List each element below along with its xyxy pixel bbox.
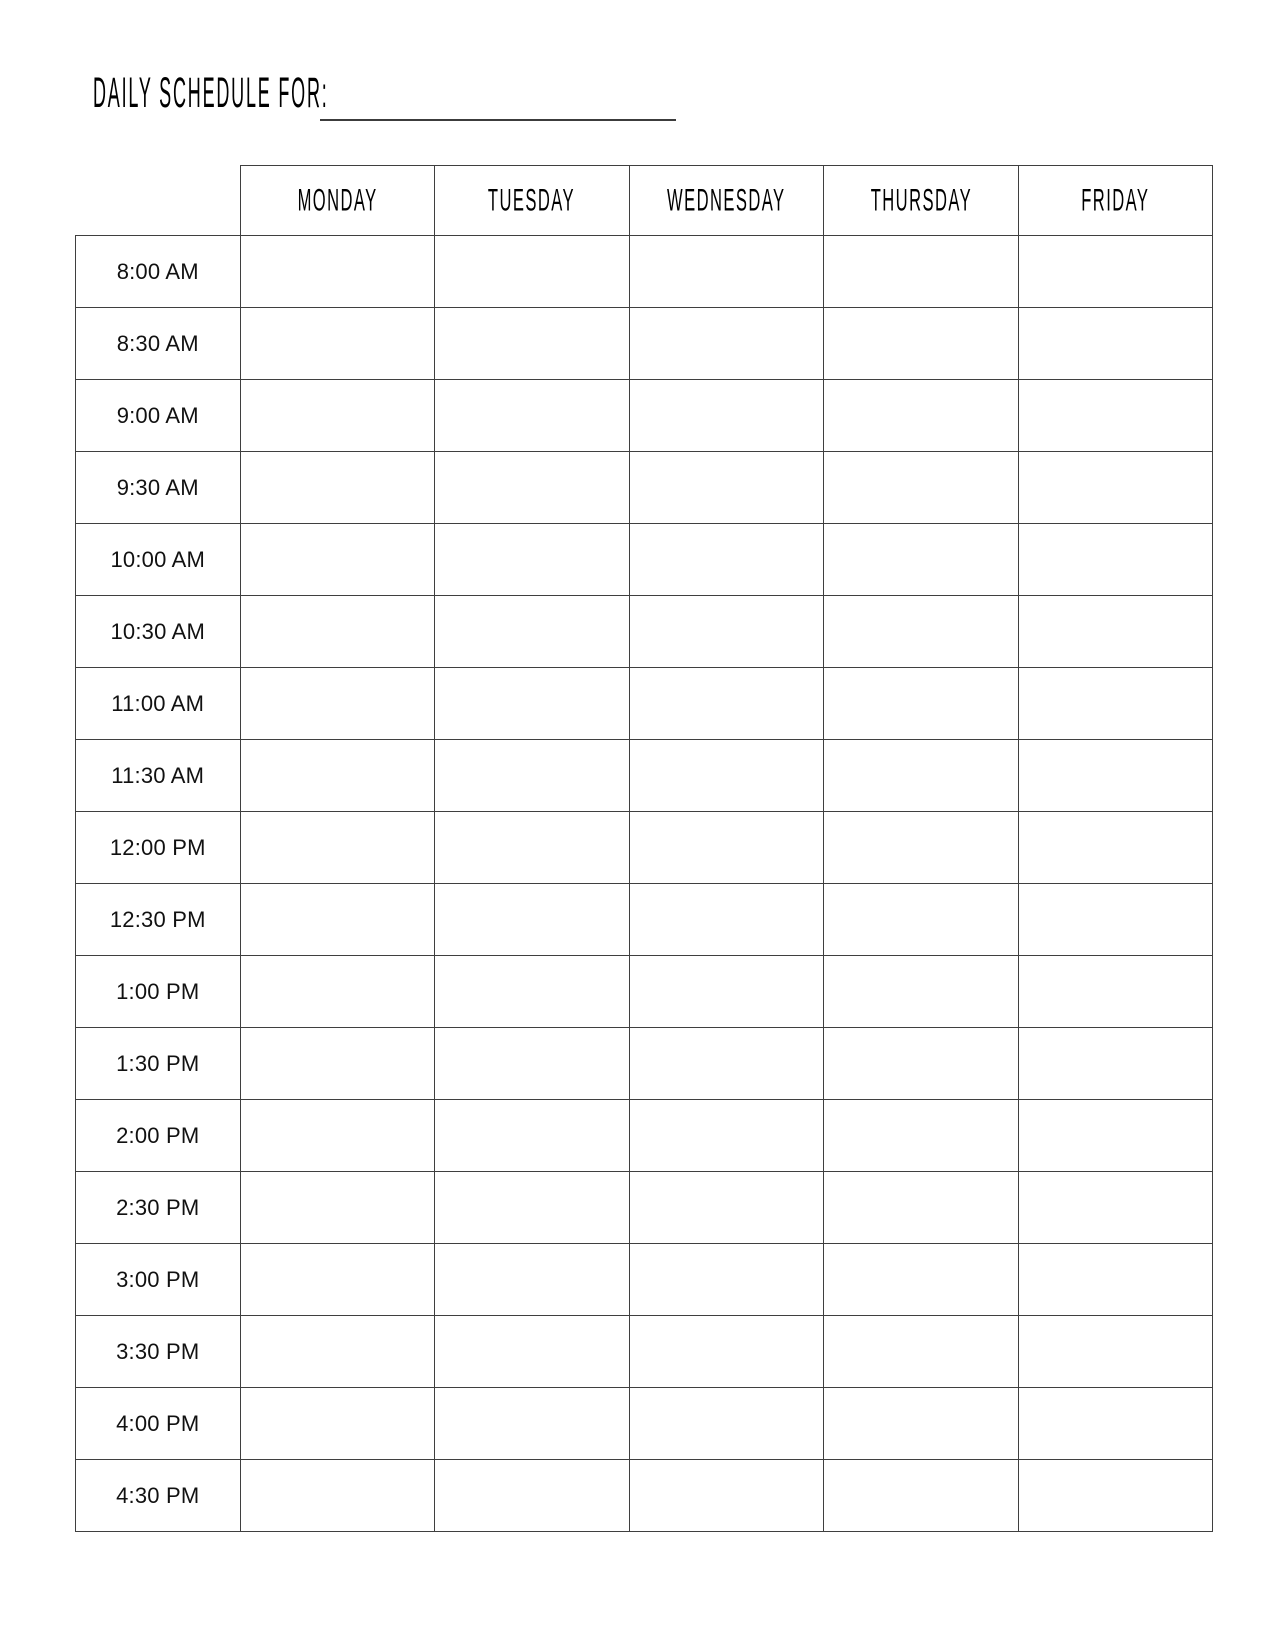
day-header-label: MONDAY (297, 182, 378, 218)
schedule-slot-tuesday-11 (435, 1028, 630, 1100)
schedule-slot-tuesday-7 (435, 740, 630, 812)
schedule-slot-wednesday-3 (629, 452, 824, 524)
schedule-slot-thursday-12 (824, 1100, 1019, 1172)
time-label-cell: 2:00 PM (76, 1100, 241, 1172)
schedule-slot-friday-6 (1018, 668, 1213, 740)
corner-empty-cell (76, 166, 241, 236)
schedule-slot-thursday-10 (824, 956, 1019, 1028)
schedule-slot-wednesday-10 (629, 956, 824, 1028)
day-header-monday (240, 166, 435, 236)
schedule-slot-tuesday-13 (435, 1172, 630, 1244)
schedule-slot-wednesday-17 (629, 1460, 824, 1532)
time-row-13 (76, 1172, 1213, 1244)
schedule-slot-wednesday-7 (629, 740, 824, 812)
time-row-17 (76, 1460, 1213, 1532)
time-row-4 (76, 524, 1213, 596)
schedule-slot-tuesday-15 (435, 1316, 630, 1388)
time-row-1 (76, 308, 1213, 380)
schedule-slot-thursday-8 (824, 812, 1019, 884)
schedule-slot-thursday-16 (824, 1388, 1019, 1460)
schedule-slot-wednesday-16 (629, 1388, 824, 1460)
schedule-slot-friday-11 (1018, 1028, 1213, 1100)
schedule-slot-thursday-1 (824, 308, 1019, 380)
time-row-10 (76, 956, 1213, 1028)
schedule-slot-wednesday-4 (629, 524, 824, 596)
page-title-text: DAILY SCHEDULE FOR: (93, 70, 329, 117)
schedule-slot-thursday-11 (824, 1028, 1019, 1100)
schedule-slot-monday-12 (240, 1100, 435, 1172)
schedule-slot-friday-3 (1018, 452, 1213, 524)
time-label-cell: 8:30 AM (76, 308, 241, 380)
schedule-slot-wednesday-8 (629, 812, 824, 884)
schedule-slot-tuesday-1 (435, 308, 630, 380)
time-label-cell: 8:00 AM (76, 236, 241, 308)
schedule-slot-friday-0 (1018, 236, 1213, 308)
schedule-slot-wednesday-5 (629, 596, 824, 668)
time-label-cell: 1:30 PM (76, 1028, 241, 1100)
schedule-slot-thursday-13 (824, 1172, 1019, 1244)
day-header-label: FRIDAY (1081, 182, 1150, 218)
schedule-slot-wednesday-9 (629, 884, 824, 956)
time-row-15 (76, 1316, 1213, 1388)
schedule-slot-friday-4 (1018, 524, 1213, 596)
day-header-label: TUESDAY (488, 182, 576, 218)
schedule-slot-thursday-17 (824, 1460, 1019, 1532)
time-label-cell: 1:00 PM (76, 956, 241, 1028)
time-label-cell: 12:00 PM (76, 812, 241, 884)
time-row-7 (76, 740, 1213, 812)
time-row-9 (76, 884, 1213, 956)
schedule-slot-wednesday-14 (629, 1244, 824, 1316)
schedule-slot-monday-1 (240, 308, 435, 380)
schedule-slot-tuesday-3 (435, 452, 630, 524)
schedule-slot-friday-7 (1018, 740, 1213, 812)
schedule-slot-thursday-7 (824, 740, 1019, 812)
schedule-slot-wednesday-12 (629, 1100, 824, 1172)
schedule-slot-friday-14 (1018, 1244, 1213, 1316)
schedule-slot-monday-9 (240, 884, 435, 956)
schedule-slot-monday-2 (240, 380, 435, 452)
schedule-slot-friday-12 (1018, 1100, 1213, 1172)
schedule-slot-tuesday-4 (435, 524, 630, 596)
schedule-slot-monday-15 (240, 1316, 435, 1388)
schedule-slot-monday-16 (240, 1388, 435, 1460)
time-label-cell: 11:30 AM (76, 740, 241, 812)
time-row-5 (76, 596, 1213, 668)
schedule-slot-monday-7 (240, 740, 435, 812)
schedule-slot-thursday-3 (824, 452, 1019, 524)
time-label-cell: 3:00 PM (76, 1244, 241, 1316)
time-label-cell: 4:00 PM (76, 1388, 241, 1460)
schedule-slot-friday-8 (1018, 812, 1213, 884)
name-blank-line (320, 119, 676, 121)
schedule-slot-tuesday-17 (435, 1460, 630, 1532)
time-row-0 (76, 236, 1213, 308)
schedule-slot-friday-13 (1018, 1172, 1213, 1244)
time-label-cell: 10:00 AM (76, 524, 241, 596)
schedule-body (76, 236, 1213, 1532)
time-row-16 (76, 1388, 1213, 1460)
schedule-slot-friday-15 (1018, 1316, 1213, 1388)
time-label-cell: 12:30 PM (76, 884, 241, 956)
schedule-slot-friday-2 (1018, 380, 1213, 452)
schedule-slot-tuesday-12 (435, 1100, 630, 1172)
schedule-slot-wednesday-2 (629, 380, 824, 452)
day-header-label: THURSDAY (870, 182, 972, 218)
time-row-12 (76, 1100, 1213, 1172)
day-header-wednesday (629, 166, 824, 236)
schedule-slot-wednesday-0 (629, 236, 824, 308)
schedule-slot-tuesday-5 (435, 596, 630, 668)
time-label-cell: 9:30 AM (76, 452, 241, 524)
time-label-cell: 11:00 AM (76, 668, 241, 740)
schedule-slot-monday-11 (240, 1028, 435, 1100)
schedule-slot-wednesday-11 (629, 1028, 824, 1100)
schedule-slot-thursday-0 (824, 236, 1019, 308)
schedule-slot-monday-4 (240, 524, 435, 596)
schedule-slot-monday-3 (240, 452, 435, 524)
schedule-slot-thursday-6 (824, 668, 1019, 740)
schedule-slot-monday-10 (240, 956, 435, 1028)
time-label-cell: 9:00 AM (76, 380, 241, 452)
schedule-slot-monday-8 (240, 812, 435, 884)
schedule-slot-thursday-9 (824, 884, 1019, 956)
time-row-8 (76, 812, 1213, 884)
schedule-slot-tuesday-6 (435, 668, 630, 740)
time-row-14 (76, 1244, 1213, 1316)
schedule-slot-friday-17 (1018, 1460, 1213, 1532)
schedule-slot-monday-13 (240, 1172, 435, 1244)
day-header-friday (1018, 166, 1213, 236)
schedule-slot-monday-17 (240, 1460, 435, 1532)
schedule-slot-monday-14 (240, 1244, 435, 1316)
time-row-6 (76, 668, 1213, 740)
time-label-cell: 10:30 AM (76, 596, 241, 668)
schedule-slot-wednesday-1 (629, 308, 824, 380)
schedule-table (75, 165, 1213, 1532)
time-label-cell: 4:30 PM (76, 1460, 241, 1532)
schedule-slot-wednesday-13 (629, 1172, 824, 1244)
time-label-cell: 2:30 PM (76, 1172, 241, 1244)
schedule-slot-tuesday-2 (435, 380, 630, 452)
schedule-slot-monday-6 (240, 668, 435, 740)
schedule-slot-wednesday-6 (629, 668, 824, 740)
time-row-3 (76, 452, 1213, 524)
day-header-tuesday (435, 166, 630, 236)
schedule-slot-tuesday-9 (435, 884, 630, 956)
schedule-slot-friday-5 (1018, 596, 1213, 668)
day-header-label: WEDNESDAY (667, 182, 786, 218)
schedule-slot-wednesday-15 (629, 1316, 824, 1388)
schedule-slot-friday-9 (1018, 884, 1213, 956)
schedule-slot-friday-10 (1018, 956, 1213, 1028)
schedule-slot-tuesday-10 (435, 956, 630, 1028)
schedule-slot-thursday-5 (824, 596, 1019, 668)
schedule-slot-tuesday-14 (435, 1244, 630, 1316)
schedule-slot-monday-0 (240, 236, 435, 308)
schedule-slot-tuesday-16 (435, 1388, 630, 1460)
day-header-thursday (824, 166, 1019, 236)
schedule-slot-monday-5 (240, 596, 435, 668)
schedule-slot-tuesday-0 (435, 236, 630, 308)
schedule-slot-thursday-4 (824, 524, 1019, 596)
schedule-slot-tuesday-8 (435, 812, 630, 884)
time-row-11 (76, 1028, 1213, 1100)
schedule-slot-thursday-2 (824, 380, 1019, 452)
page-title (93, 70, 486, 117)
time-label-cell: 3:30 PM (76, 1316, 241, 1388)
schedule-slot-friday-16 (1018, 1388, 1213, 1460)
time-row-2 (76, 380, 1213, 452)
schedule-slot-thursday-15 (824, 1316, 1019, 1388)
schedule-slot-friday-1 (1018, 308, 1213, 380)
schedule-header (76, 166, 1213, 236)
schedule-header-row (76, 166, 1213, 236)
schedule-slot-thursday-14 (824, 1244, 1019, 1316)
